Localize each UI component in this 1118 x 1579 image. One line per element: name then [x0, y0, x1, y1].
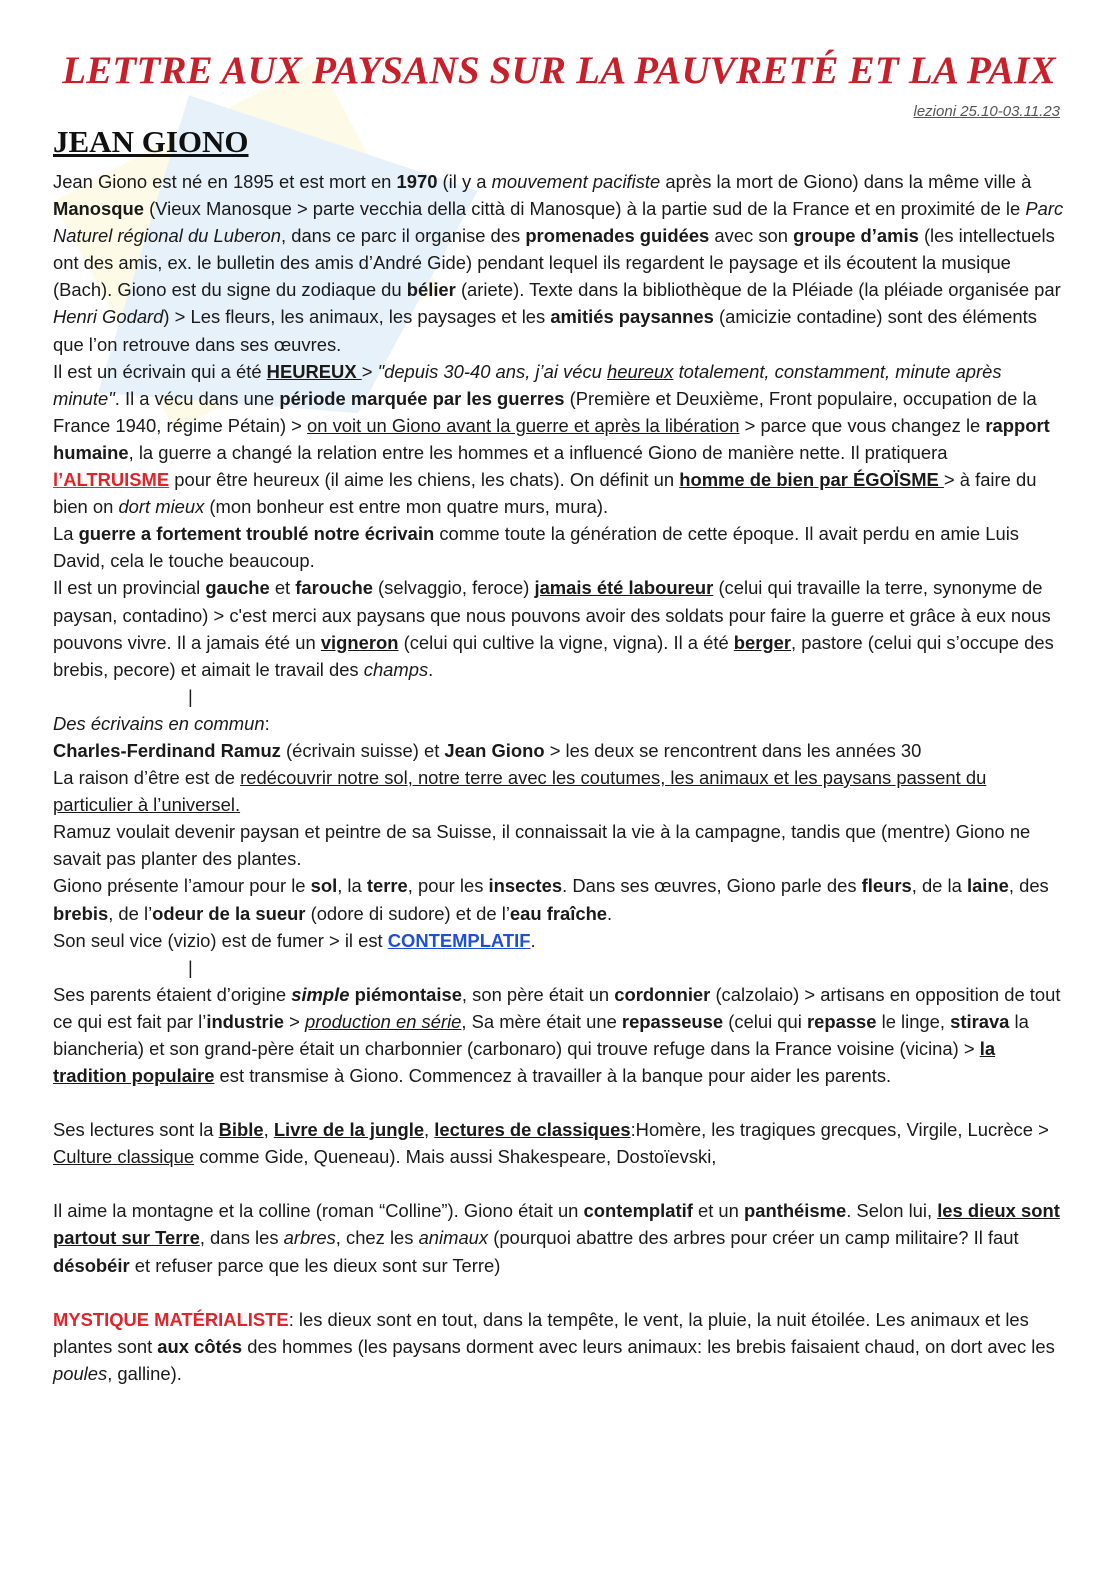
- paragraph-ramuz: Charles-Ferdinand Ramuz (écrivain suisse) et Jean Giono > les deux se rencontrent dans les années 30: [53, 739, 922, 761]
- lesson-dates: lezioni 25.10-03.11.23: [913, 103, 1060, 120]
- paragraph-vice: Son seul vice (vizio) est de fumer > il est CONTEMPLATIF.: [53, 929, 536, 951]
- paragraph-biography: Jean Giono est né en 1895 et est mort en 1970 (il y a mouvement pacifiste après la mort de Giono) dans la même ville à Manosque (Vieux Manosque > parte vecchia della città di Manosque) à la partie sud de la France et en proximité de le Parc Naturel régional du Luberon, dans ce parc il organise des promenades guidées avec son groupe d’amis (les intellectuels ont des amis, ex. le bulletin des amis d’André Gide) pendant lequel ils regardent le paysage et ils écoutent la musique (Bach). Giono est du signe du zodiaque du bélier (ariete). Texte dans la bibliothèque de la Pléiade (la pléiade organisée par Henri Godard) > Les fleurs, les animaux, les paysages et les amitiés paysannes (amicizie contadine) sont des éléments que l’on retrouve dans ses œuvres.: [53, 171, 1064, 355]
- paragraph-raison-etre: La raison d’être est de redécouvrir notre sol, notre terre avec les coutumes, les animaux et les paysans passent du particulier à l’universel.: [53, 767, 987, 816]
- paragraph-mystique: MYSTIQUE MATÉRIALISTE: les dieux sont en tout, dans la tempête, le vent, la pluie, la nuit étoilée. Les animaux et les plantes sont aux côtés des hommes (les paysans dorment avec leurs animaux: les brebis faisaient chaud, on dort avec les poules, galline).: [53, 1308, 1055, 1384]
- paragraph-pantheisme: Il aime la montagne et la colline (roman “Colline”). Giono était un contemplatif et un panthéisme. Selon lui, les dieux sont partout sur Terre, dans les arbres, chez les animaux (pourquoi abattre des arbres pour créer un camp militaire? Il faut désobéir et refuser parce que les dieux sont sur Terre): [53, 1200, 1060, 1276]
- page-title: LETTRE AUX PAYSANS SUR LA PAUVRETÉ ET LA PAIX: [62, 49, 1056, 92]
- paragraph-nature: Giono présente l’amour pour le sol, la terre, pour les insectes. Dans ses œuvres, Giono parle des fleurs, de la laine, des brebis, de l’odeur de la sueur (odore di sudore) et de l’eau fraîche.: [53, 875, 1049, 924]
- paragraph-war: La guerre a fortement troublé notre écrivain comme toute la génération de cette époque. Il avait perdu en amie Luis David, cela le touche beaucoup.: [53, 523, 1020, 572]
- paragraph-parents: Ses parents étaient d’origine simple piémontaise, son père était un cordonnier (calzolaio) > artisans en opposition de tout ce qui est fait par l’industrie > production en série, Sa mère était une repasseuse (celui qui repasse le linge, stirava la biancheria) et son grand-père était un charbonnier (carbonaro) qui trouve refuge dans la France voisine (vicina) > la tradition populaire est transmise à Giono. Commencez à travailler à la banque pour aider les parents.: [53, 983, 1061, 1087]
- subheading-writers: Des écrivains en commun:: [53, 712, 270, 734]
- paragraph-ramuz-paysan: Ramuz voulait devenir paysan et peintre de sa Suisse, il connaissait la vie à la campagne, tandis que (mentre) Giono ne savait pas planter des plantes.: [53, 821, 1031, 870]
- paragraph-lectures: Ses lectures sont la Bible, Livre de la jungle, lectures de classiques:Homère, les tragiques grecques, Virgile, Lucrèce > Culture classique comme Gide, Queneau). Mais aussi Shakespeare, Dostoïevski,: [53, 1119, 1049, 1168]
- document-body: [53, 168, 1065, 1387]
- blank-line: [53, 1279, 1065, 1306]
- separator-bar: |: [188, 685, 193, 707]
- author-heading: JEAN GIONO: [53, 124, 249, 159]
- paragraph-provincial: Il est un provincial gauche et farouche (selvaggio, feroce) jamais été laboureur (celui qui travaille la terre, synonyme de paysan, contadino) > c'est merci aux paysans que nous pouvons avoir des soldats pour faire la guerre et grâce à eux nous pouvons vivre. Il a jamais été un vigneron (celui qui cultive la vigne, vigna). Il a été berger, pastore (celui qui s’occupe des brebis, pecore) et aimait le travail des champs.: [53, 577, 1054, 680]
- separator-bar: |: [188, 956, 193, 978]
- blank-line: [53, 1170, 1065, 1197]
- paragraph-happiness: Il est un écrivain qui a été HEUREUX > "depuis 30-40 ans, j’ai vécu heureux totalement, constamment, minute après minute". Il a vécu dans une période marquée par les guerres (Première et Deuxième, Front populaire, occupation de la France 1940, régime Pétain) > on voit un Giono avant la guerre et après la libération > parce que vous changez le rapport humaine, la guerre a changé la relation entre les hommes et a influencé Giono de manière nette. Il pratiquera l’ALTRUISME pour être heureux (il aime les chiens, les chats). On définit un homme de bien par ÉGOÏSME > à faire du bien on dort mieux (mon bonheur est entre mon quatre murs, mura).: [53, 360, 1050, 518]
- blank-line: [53, 1089, 1065, 1116]
